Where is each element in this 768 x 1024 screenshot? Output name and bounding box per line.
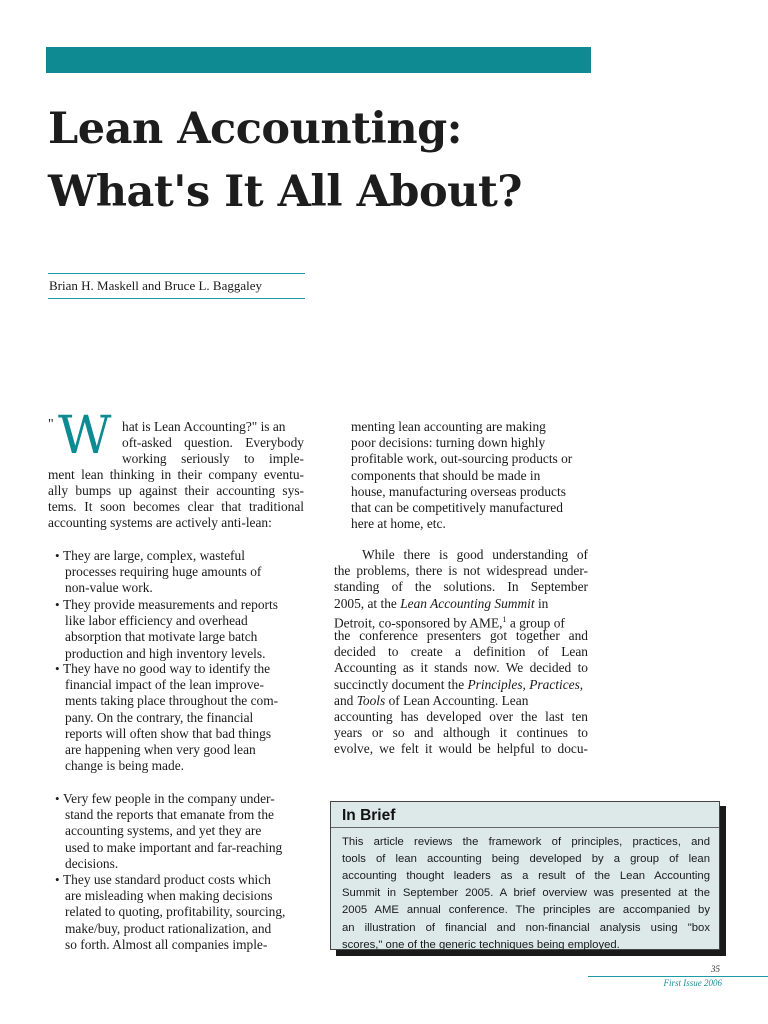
in-brief-line: accounting thought leaders as a result of the Lean Accounting bbox=[342, 870, 710, 883]
bullet-line: like labor efficiency and overhead bbox=[65, 613, 248, 629]
para2-line: years or so and although it continues to bbox=[334, 725, 588, 740]
in-brief-line: This article reviews the framework of principles, practices, and bbox=[342, 836, 710, 848]
intro-line: working seriously to imple- bbox=[122, 451, 304, 466]
intro-line: accounting systems are actively anti-lean: bbox=[48, 515, 272, 530]
bullet-marker: • bbox=[55, 548, 60, 563]
intro-line: tems. It soon becomes clear that traditional bbox=[48, 499, 304, 514]
page-number: 35 bbox=[711, 964, 720, 974]
header-accent-bar bbox=[46, 47, 591, 73]
bullet-line: are misleading when making decisions bbox=[65, 888, 273, 904]
article-title-line-1: Lean Accounting: bbox=[48, 104, 463, 154]
bullet-line: change is being made. bbox=[65, 758, 184, 774]
continuation-line: poor decisions: turning down highly bbox=[351, 435, 546, 451]
bullet-line: reports will often show that bad things bbox=[65, 725, 272, 741]
para2-line bbox=[334, 677, 583, 693]
text-run-italic: Principles, Practices, bbox=[467, 677, 584, 692]
bullet-line: make/buy, product rationalization, and bbox=[65, 920, 272, 936]
intro-line: hat is Lean Accounting?" is an bbox=[122, 419, 286, 434]
continuation-line: here at home, etc. bbox=[351, 516, 446, 532]
bullet-line: processes requiring huge amounts of bbox=[65, 564, 262, 580]
bullet-line: related to quoting, profitability, sourcing, bbox=[65, 904, 286, 920]
para2-line bbox=[334, 596, 588, 612]
bullet-line: They have no good way to identify the bbox=[63, 661, 271, 676]
continuation-line: profitable work, out-sourcing products or bbox=[351, 451, 573, 467]
para2-line: Accounting as it stands now. We decided to bbox=[334, 660, 588, 675]
text-run: a group of bbox=[506, 615, 565, 631]
para2-line: decided to create a definition of Lean bbox=[334, 644, 588, 659]
bullet-line: accounting systems, and yet they are bbox=[65, 823, 262, 839]
author-byline: Brian H. Maskell and Bruce L. Baggaley bbox=[49, 278, 262, 293]
bullet-line: so forth. Almost all companies imple- bbox=[65, 936, 268, 952]
author-rule-top bbox=[48, 273, 305, 274]
continuation-line: components that should be made in bbox=[351, 467, 541, 483]
text-run: Detroit, co-sponsored by AME, bbox=[334, 615, 503, 631]
in-brief-line: an illustration of financial and non-financial analysis using "box bbox=[342, 921, 710, 934]
text-run-italic: Tools bbox=[356, 693, 386, 708]
in-brief-divider bbox=[331, 827, 719, 828]
text-run: of Lean Accounting. Lean bbox=[385, 693, 529, 708]
footer-rule bbox=[588, 976, 768, 977]
bullet-line: stand the reports that emanate from the bbox=[65, 807, 274, 823]
bullet-line: They use standard product costs which bbox=[63, 872, 271, 887]
continuation-line: menting lean accounting are making bbox=[351, 419, 546, 434]
bullet-marker: • bbox=[55, 597, 60, 612]
bullet-line: pany. On the contrary, the financial bbox=[65, 709, 254, 725]
footnote-ref: 1 bbox=[502, 615, 507, 624]
author-rule-bottom bbox=[48, 298, 305, 299]
bullet-line: are happening when very good lean bbox=[65, 742, 256, 757]
para2-line: standing of the solutions. In September bbox=[334, 579, 588, 594]
para2-line: evolve, we felt it would be helpful to docu- bbox=[334, 741, 588, 756]
in-brief-heading: In Brief bbox=[342, 807, 396, 824]
bullet-line: ments taking place throughout the com- bbox=[65, 693, 279, 709]
in-brief-line: scores," one of the generic techniques being employed. bbox=[342, 938, 620, 951]
para2-line: the conference presenters got together and bbox=[334, 628, 588, 643]
para2-line: accounting has developed over the last ten bbox=[334, 709, 588, 724]
bullet-marker: • bbox=[55, 791, 60, 806]
text-run: succinctly document the bbox=[334, 677, 468, 692]
text-run: 2005, at the bbox=[334, 596, 401, 611]
issue-label: First Issue 2006 bbox=[663, 978, 722, 988]
article-title-line-2: What's It All About? bbox=[48, 167, 523, 217]
text-run: in bbox=[534, 596, 549, 611]
continuation-line: that can be competitively manufactured bbox=[351, 500, 563, 515]
para2-line: While there is good understanding of bbox=[362, 547, 588, 562]
bullet-line: non-value work. bbox=[65, 580, 153, 596]
bullet-line: They provide measurements and reports bbox=[63, 597, 278, 612]
intro-line: ment lean thinking in their company eventu- bbox=[48, 467, 304, 482]
intro-line: oft-asked question. Everybody bbox=[122, 435, 304, 450]
bullet-line: They are large, complex, wasteful bbox=[63, 548, 245, 563]
bullet-line: used to make important and far-reaching bbox=[65, 839, 283, 855]
in-brief-line: tools of lean accounting being developed by a group of lean bbox=[342, 853, 710, 866]
article-title bbox=[48, 98, 708, 224]
bullet-line: absorption that motivate large batch bbox=[65, 629, 258, 645]
bullet-line: Very few people in the company under- bbox=[63, 791, 275, 806]
summit-name: Lean Accounting Summit bbox=[400, 596, 535, 611]
text-run: and bbox=[334, 693, 357, 708]
para2-line: the problems, there is not widespread under- bbox=[334, 563, 588, 578]
in-brief-line: 2005 AME annual conference. The principles are accompanied by bbox=[342, 904, 710, 917]
bullet-line: financial impact of the lean improve- bbox=[65, 677, 264, 693]
bullet-line: decisions. bbox=[65, 855, 119, 871]
opening-quote: " bbox=[48, 417, 54, 432]
continuation-line: house, manufacturing overseas products bbox=[351, 483, 566, 499]
bullet-marker: • bbox=[55, 872, 60, 887]
para2-line bbox=[334, 693, 528, 709]
drop-cap: W bbox=[58, 406, 112, 466]
in-brief-line: Summit in September 2005. A brief overview was presented at the bbox=[342, 887, 710, 900]
bullet-line: production and high inventory levels. bbox=[65, 645, 266, 661]
intro-line: ally bumps up against their accounting sys- bbox=[48, 483, 304, 498]
bullet-marker: • bbox=[55, 661, 60, 676]
